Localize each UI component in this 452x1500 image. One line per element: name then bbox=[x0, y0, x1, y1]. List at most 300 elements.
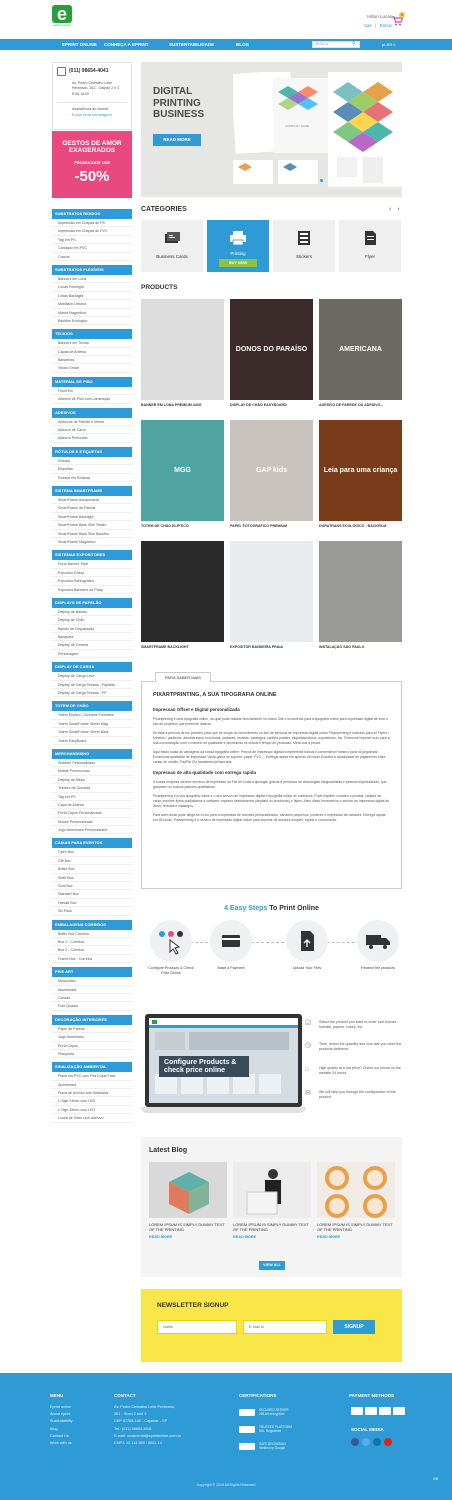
cart-icon[interactable] bbox=[392, 13, 403, 26]
sidebar-item[interactable]: Backflm Ecológico bbox=[52, 317, 132, 325]
sidebar-item[interactable]: SmartFrame Back Slim Backflm bbox=[52, 530, 132, 538]
sidebar-item[interactable]: Capa de Antena bbox=[52, 801, 132, 809]
footer-contact-line: Tel.: (011) 98654-4041 bbox=[114, 1426, 152, 1431]
footer-menu-heading: MENU bbox=[50, 1393, 64, 1398]
divider bbox=[57, 102, 127, 103]
category-sidebar bbox=[52, 209, 132, 1127]
sidebar-item[interactable]: Impressão em Chapas de PVC bbox=[52, 227, 132, 235]
sidebar-section-title[interactable]: EMBALAGENS CORREIOS bbox=[52, 920, 132, 930]
category-printing[interactable] bbox=[207, 220, 269, 272]
linkedin-icon[interactable] bbox=[373, 1438, 381, 1446]
product-image[interactable] bbox=[230, 420, 313, 521]
sidebar-item[interactable]: Banners em Tecido bbox=[52, 339, 132, 347]
sidebar-item[interactable]: Tag em PS bbox=[52, 236, 132, 244]
sidebar-section bbox=[52, 550, 132, 594]
about-paragraph: Se esta a procura de um parceiro justo que se ocupe do fornecimento on-line de servicos de impressao digital ontao Pixartprinting é indicado para si! Flyers / folhetos / panfletos, desdobraveis, brochuras, cartazes, revistas, catalogos, cartões postais, etiquetas/rótulos, expositores, etc. Podemos imprimir tudo para a sua comunicação com o maximo de qualidade e diminuindo os custos e tempo de producao. Meta-nos a prova! bbox=[153, 730, 390, 745]
tab-para-saber-mais[interactable]: PARA SABER MAIS bbox=[155, 672, 211, 682]
sidebar-item[interactable]: Metacrilato bbox=[52, 977, 132, 985]
sidebar-section bbox=[52, 408, 132, 443]
sidebar-item[interactable]: Jogo Americano bbox=[52, 1033, 132, 1041]
feature-item bbox=[305, 1042, 403, 1052]
promo-title-line: GESTOS DE AMOR bbox=[62, 140, 122, 147]
sidebar-item[interactable]: Mouse Personalizado bbox=[52, 818, 132, 826]
feature-text: We will help you through the configuration of the product bbox=[319, 1090, 396, 1100]
slider-dot[interactable] bbox=[296, 179, 299, 182]
sidebar-item[interactable]: Porta Copos bbox=[52, 1042, 132, 1050]
sidebar-item[interactable]: Open Box bbox=[52, 848, 132, 856]
hero-title-line: PRINTING bbox=[153, 97, 201, 109]
sidebar-item[interactable]: Box 2 - Correios bbox=[52, 946, 132, 954]
hero-title-line: BUSINESS bbox=[153, 109, 205, 120]
sidebar-item[interactable]: FloorFilm bbox=[52, 387, 132, 395]
feature-text: Then, select the quantity and how fast you need the products delivered bbox=[319, 1042, 402, 1052]
read-more-link[interactable]: READ MORE bbox=[149, 1235, 173, 1239]
laptop-base bbox=[141, 1107, 306, 1113]
address-line: Av. Pedro Celestino Leite bbox=[72, 81, 113, 85]
sidebar-item[interactable]: Testeira de Gondola bbox=[52, 784, 132, 792]
sidebar-section-title[interactable]: FINE ART bbox=[52, 967, 132, 977]
sidebar-item[interactable]: Manta Magnética bbox=[52, 309, 132, 317]
printer-icon bbox=[229, 230, 247, 246]
sidebar-item[interactable]: Rótulos em Bobinas bbox=[52, 474, 132, 482]
sidebar-item[interactable]: Mobile Promocional bbox=[52, 767, 132, 775]
eprint-logo[interactable] bbox=[52, 5, 72, 28]
cert-name: TRUSTED PLATFORM bbox=[259, 1425, 293, 1429]
checklist-icon: ☑ bbox=[305, 1020, 312, 1027]
login-link[interactable]: Entrar bbox=[379, 22, 392, 28]
cert-secured-server bbox=[239, 1408, 289, 1416]
assist-label: Assistência ao cliente bbox=[72, 107, 109, 112]
product-name[interactable]: ADESIVO DE PAREDE OU ADESIVO... bbox=[319, 403, 384, 407]
footer-menu-link[interactable]: Blog bbox=[50, 1426, 58, 1431]
step-label: Upload Your Files bbox=[292, 966, 322, 970]
logo-mark: e bbox=[52, 5, 72, 23]
account-links bbox=[364, 23, 392, 29]
sidebar-item[interactable]: Placa de Acrílico com Afastador bbox=[52, 1089, 132, 1097]
hero-stationery-image bbox=[233, 72, 402, 187]
buy-now-button[interactable]: BUY NOW bbox=[219, 259, 257, 267]
newsletter-signup-button[interactable]: SIGNUP bbox=[333, 1320, 375, 1334]
logout-link[interactable]: Sair bbox=[364, 22, 373, 28]
product-card[interactable] bbox=[319, 541, 402, 651]
boleto-icon bbox=[393, 1407, 405, 1415]
sidebar-item[interactable]: Wobbler Personalizado bbox=[52, 759, 132, 767]
sidebar-item[interactable]: Cracha bbox=[52, 253, 132, 261]
credit-card-icon bbox=[210, 920, 252, 962]
sidebar-section bbox=[52, 598, 132, 658]
search-icon[interactable]: ⚲ bbox=[352, 41, 356, 47]
sidebar-item[interactable]: Lousa de Vidro com Adesivo bbox=[52, 1114, 132, 1122]
product-image[interactable] bbox=[141, 420, 224, 521]
sidebar-item[interactable]: Porta Banner Tripé bbox=[52, 560, 132, 568]
sidebar-item[interactable]: L-Sign 45mm com LED bbox=[52, 1106, 132, 1114]
product-card[interactable] bbox=[319, 420, 402, 530]
sidebar-item[interactable]: Display de Carga Pesado - Papelão bbox=[52, 681, 132, 689]
laptop-screen bbox=[145, 1014, 302, 1107]
sidebar-item[interactable]: Six Pack bbox=[52, 907, 132, 915]
sidebar-item[interactable]: Banners em Lona bbox=[52, 275, 132, 283]
sidebar-item[interactable]: Pôsuporte bbox=[52, 1050, 132, 1058]
sidebar-section-title[interactable]: RÓTULOS E ETIQUETAS bbox=[52, 447, 132, 457]
footer-contact-line: CEP 07785-140 - Cajamar - SP bbox=[114, 1419, 168, 1424]
sidebar-item[interactable]: Display de Carga Pesado - PP bbox=[52, 689, 132, 697]
sidebar-item[interactable]: Display de Mesa bbox=[52, 776, 132, 784]
sidebar-item[interactable]: Rótulos bbox=[52, 457, 132, 465]
promo-percent: -50% bbox=[74, 168, 110, 186]
product-name[interactable]: DURATRANS ECOLÓGICO - BACKFILM bbox=[319, 524, 387, 528]
products-heading: PRODUCTS bbox=[141, 284, 178, 291]
sidebar-item[interactable]: Oval Box bbox=[52, 882, 132, 890]
sidebar-item[interactable]: Etiquetas bbox=[52, 465, 132, 473]
sidebar-item[interactable]: Personagem bbox=[52, 650, 132, 658]
sidebar-section-title[interactable]: DISPLAY DE CARGA bbox=[52, 662, 132, 672]
nav-conheca[interactable]: CONHEÇA A EPRINT bbox=[104, 42, 149, 47]
sidebar-item[interactable]: Gift Box bbox=[52, 857, 132, 865]
product-image[interactable] bbox=[230, 299, 313, 400]
product-image[interactable] bbox=[319, 299, 402, 400]
slider-dot[interactable] bbox=[328, 179, 331, 182]
payment-methods bbox=[351, 1407, 405, 1415]
sidebar-section bbox=[52, 967, 132, 1011]
sidebar-item[interactable]: Foto Quadro bbox=[52, 1002, 132, 1010]
site-header bbox=[0, 0, 452, 38]
promo-sub: PROMOCODE USE bbox=[73, 160, 110, 166]
product-image-text bbox=[179, 346, 187, 354]
about-paragraph: Pixartprinting é uma tipografia online, na qual pode realizar directamente no nosso Site o orcamento para a tipografia online para impressao digital de todo o tipo de projectos que pretende realizar. bbox=[153, 716, 389, 726]
category-stickers[interactable] bbox=[273, 220, 335, 272]
view-all-button[interactable]: VIEW ALL bbox=[259, 1261, 285, 1270]
product-image-text: GAP kids bbox=[256, 466, 287, 474]
product-card[interactable] bbox=[319, 299, 402, 409]
sidebar-section-title[interactable]: DECORAÇÃO INTERIORES bbox=[52, 1015, 132, 1025]
sidebar-item[interactable]: Totem SmartFrame 45mm Mag bbox=[52, 720, 132, 728]
product-name[interactable]: PAPEL FOTOGRÁFICO PREMIUM bbox=[230, 524, 288, 528]
phone-number: (011) 98654-4041 bbox=[69, 68, 109, 75]
blog-post bbox=[149, 1162, 227, 1240]
product-card[interactable] bbox=[230, 541, 313, 651]
sidebar-item[interactable]: Bottle Box bbox=[52, 865, 132, 873]
blog-post bbox=[233, 1162, 311, 1240]
business-cards-icon bbox=[163, 230, 181, 246]
language-select[interactable]: pt-BR ▾ bbox=[382, 42, 396, 47]
sidebar-item[interactable]: Standart Box bbox=[52, 890, 132, 898]
sidebar-section bbox=[52, 447, 132, 482]
sidebar-item[interactable]: Display de Chão bbox=[52, 616, 132, 624]
product-card[interactable] bbox=[141, 299, 224, 409]
product-name[interactable]: EXPOSITOR BANDEIRA PRAIA bbox=[230, 645, 283, 649]
sidebar-item[interactable]: Balcão de Degustação bbox=[52, 625, 132, 633]
sidebar-item[interactable]: Frame Box - Correios bbox=[52, 955, 132, 963]
cert-sub: SSL Registered bbox=[259, 1429, 282, 1434]
sidebar-item[interactable]: Tag em PS bbox=[52, 793, 132, 801]
logo-subtitle: eprint.com.br bbox=[53, 23, 71, 27]
category-business-cards[interactable] bbox=[141, 220, 203, 272]
sidebar-section-title[interactable]: MERCHANDISING bbox=[52, 749, 132, 759]
sidebar-item[interactable]: Tecido Smart bbox=[52, 364, 132, 372]
sidebar-item[interactable]: Box 1 - Correios bbox=[52, 938, 132, 946]
sidebar-item[interactable]: Adesivo Perfurado bbox=[52, 434, 132, 442]
sidebar-item[interactable]: Expositor Pantográfico bbox=[52, 577, 132, 585]
step-configure bbox=[146, 920, 196, 976]
blog-post bbox=[317, 1162, 395, 1240]
sidebar-section-title[interactable]: SISTEMA SMARTFRAME bbox=[52, 486, 132, 496]
contact-phone bbox=[57, 67, 127, 76]
configure-icon bbox=[150, 920, 192, 962]
sidebar-item[interactable]: Bandeiras bbox=[52, 356, 132, 364]
sidebar-item[interactable]: Totem Elíptico | Diversos Formatos bbox=[52, 711, 132, 719]
product-image[interactable] bbox=[141, 299, 224, 400]
upload-file-icon bbox=[286, 920, 328, 962]
sidebar-section-title[interactable]: SUBSTRATOS RÍGIDOS bbox=[52, 209, 132, 219]
sidebar-item[interactable]: Adesivo de Piso com Laminação bbox=[52, 395, 132, 403]
sidebar-item[interactable]: Lonas Backlight bbox=[52, 292, 132, 300]
secured-server-badge-icon bbox=[239, 1409, 255, 1416]
newsletter-name-input[interactable]: Name bbox=[157, 1320, 237, 1334]
blog-post-title[interactable]: LOREM IPSUM IS SIMPLY DUMMY TEXT OF THE PRINTING bbox=[317, 1222, 393, 1232]
nav-blog[interactable]: BLOG bbox=[236, 42, 249, 47]
blog-heading: Latest Blog bbox=[149, 1147, 188, 1154]
nav-eprint-online[interactable]: EPRINT ONLINE bbox=[62, 42, 97, 47]
phone-icon bbox=[57, 67, 66, 76]
cert-name: SECURED SERVER bbox=[259, 1408, 289, 1412]
about-paragraph: A nossa empresa oferece servicos de impressao ao Fiel de Coda a tipologia, gracas a presenca de tecnologias vanguardistas e pessoal especializado, que garantem os nossos padroes qualitativos. bbox=[153, 780, 387, 790]
product-image-text bbox=[357, 588, 365, 596]
sidebar-item[interactable]: Expositor Rollup bbox=[52, 569, 132, 577]
cert-trusted-platform bbox=[239, 1425, 292, 1433]
sidebar-item[interactable]: Capas de Antena bbox=[52, 348, 132, 356]
blog-post-title[interactable]: LOREM IPSUM IS SIMPLY DUMMY TEXT OF THE PRINTING bbox=[233, 1222, 309, 1232]
product-name[interactable]: DISPLAY DE CHÃO EASYBOARD bbox=[230, 403, 287, 407]
category-label: Stickers bbox=[295, 254, 312, 260]
hero-title-line: DIGITAL bbox=[153, 86, 193, 97]
sidebar-section bbox=[52, 920, 132, 964]
steps-heading-accent: 4 Easy Steps bbox=[224, 905, 268, 912]
footer-contact-line[interactable]: E-mail: orcamento@eprintonline.com.br bbox=[114, 1433, 181, 1438]
social-links bbox=[351, 1438, 392, 1446]
product-card[interactable] bbox=[141, 420, 224, 530]
footer-contact-line: 261 - Shed 2 and 3 bbox=[114, 1412, 147, 1417]
category-label: Business Cards bbox=[156, 254, 188, 260]
product-image-text: DONOS DO PARAÍSO bbox=[235, 345, 308, 353]
sidebar-item[interactable]: Display de Balcão bbox=[52, 608, 132, 616]
about-body bbox=[141, 681, 402, 889]
footer-social-heading: SOCIAL MEDIA bbox=[351, 1427, 384, 1432]
hero-card-text: COMPANY NAME bbox=[285, 124, 310, 128]
hero-read-more-button[interactable]: READ MORE bbox=[153, 134, 201, 146]
visa-icon bbox=[351, 1407, 363, 1415]
sidebar-section bbox=[52, 1015, 132, 1059]
product-image-text: AMERICANA bbox=[339, 345, 382, 353]
sidebar-section bbox=[52, 838, 132, 915]
blog-post-title[interactable]: LOREM IPSUM IS SIMPLY DUMMY TEXT OF THE PRINTING bbox=[149, 1222, 225, 1232]
product-image[interactable] bbox=[141, 541, 224, 642]
flyer-icon bbox=[361, 230, 379, 246]
sidebar-item[interactable]: Impressão em Chapas de PS bbox=[52, 219, 132, 227]
product-image[interactable] bbox=[230, 541, 313, 642]
product-name[interactable]: BANNER EM LONA PREMIUM 440G bbox=[141, 403, 202, 407]
sidebar-item[interactable]: Papel de Parede bbox=[52, 1025, 132, 1033]
cert-sub: 256-bit encryption bbox=[259, 1412, 285, 1417]
slider-dot[interactable] bbox=[304, 179, 307, 182]
footer-version: Kill bbox=[433, 1477, 438, 1481]
blog-post-image[interactable] bbox=[149, 1162, 227, 1218]
sidebar-item[interactable]: Alumiboard bbox=[52, 1081, 132, 1089]
sidebar-item[interactable]: Porta Copos Personalizado bbox=[52, 809, 132, 817]
slider-dot[interactable] bbox=[312, 179, 315, 182]
sidebar-item[interactable]: Totem SmartFrame 45mm Back bbox=[52, 728, 132, 736]
footer-contact-heading: CONTACT bbox=[114, 1393, 136, 1398]
sidebar-item[interactable]: SmartFrame Backlight bbox=[52, 513, 132, 521]
product-card[interactable] bbox=[141, 541, 224, 651]
sidebar-section bbox=[52, 662, 132, 697]
product-name[interactable]: TOTEM DE CHÃO ELÍPTICO bbox=[141, 524, 189, 528]
footer-contact-line: CNPJ: 12.114.359 / 0001-14 bbox=[114, 1441, 162, 1446]
newsletter-heading: NEWSLETTER SIGNUP bbox=[157, 1302, 229, 1309]
footer-menu-link[interactable]: Contact Us bbox=[50, 1433, 69, 1438]
sidebar-item[interactable]: Totem EasyBoard bbox=[52, 737, 132, 745]
sidebar-section-title[interactable]: SISTEMAS EXPOSITORES bbox=[52, 550, 132, 560]
laptop-illustration bbox=[141, 1014, 306, 1119]
about-paragraph: Pixartprinting é a sua tipografia online e o seu servico de impressao digital e tipografia online de confianca. Pode imprimir convites e postais, cartaes de-visita, imprimir flyers publicitarios e cartazes, imprimir desdobraveis (depliant ou brochuras) e flyers. Alem disso fornecemos o servico de impressao digital de livros, revistas e catalogos. bbox=[153, 794, 390, 809]
sidebar-section-title[interactable]: DISPLAYS DE PAPELÃO bbox=[52, 598, 132, 608]
user-name: Hilton Lucas bbox=[367, 14, 392, 19]
address-line: Penteado, 261 - Galpão 2 e 3 bbox=[72, 86, 120, 91]
hero-slider bbox=[141, 62, 402, 197]
sidebar-section-title[interactable]: SUBSTRATOS FLEXÍVEIS bbox=[52, 265, 132, 275]
sidebar-section-title[interactable]: MATERIAL DE PISO bbox=[52, 377, 132, 387]
newsletter-section bbox=[141, 1289, 402, 1362]
step-label: Receive the products bbox=[361, 966, 395, 970]
mastercard-icon bbox=[365, 1407, 377, 1415]
sidebar-item[interactable]: Handle Box bbox=[52, 899, 132, 907]
sidebar-item[interactable]: Canvas bbox=[52, 994, 132, 1002]
sidebar-item[interactable]: Expositor Bandeira de Praia bbox=[52, 586, 132, 594]
feature-item bbox=[305, 1066, 403, 1076]
sidebar-item[interactable]: Display de Carga Leve bbox=[52, 672, 132, 680]
sidebar-item[interactable]: Adesivo de Carro bbox=[52, 426, 132, 434]
cart-count-badge: 0 bbox=[399, 12, 405, 18]
sidebar-section-title[interactable]: CAIXAS PARA EVENTOS bbox=[52, 838, 132, 848]
sidebar-item[interactable]: SmartFrame de Parede bbox=[52, 504, 132, 512]
steps-dashed-line bbox=[170, 942, 375, 943]
product-image[interactable] bbox=[319, 420, 402, 521]
sidebar-section-title[interactable]: SINALIZAÇÃO AMBIENTAL bbox=[52, 1062, 132, 1072]
slider-dots bbox=[296, 179, 331, 182]
nav-sustentabilidade[interactable]: SUSTENTABILIDADE bbox=[169, 42, 215, 47]
sidebar-item[interactable]: Banqueta bbox=[52, 633, 132, 641]
sidebar-section-title[interactable]: TOTEM DE CHÃO bbox=[52, 701, 132, 711]
cert-sub: Verified by Google bbox=[259, 1446, 286, 1451]
sidebar-item[interactable]: Adesivos de Parede e Vitrine bbox=[52, 418, 132, 426]
latest-blog-section bbox=[141, 1137, 402, 1277]
footer-menu-link[interactable]: Eprint online bbox=[50, 1405, 72, 1409]
clock-icon: ◷ bbox=[305, 1042, 312, 1049]
sidebar-item[interactable]: SmartFrame Back Slim Tecido bbox=[52, 521, 132, 529]
step-upload bbox=[282, 920, 332, 971]
category-flyer[interactable] bbox=[339, 220, 401, 272]
step-payment bbox=[206, 920, 256, 971]
cert-safe-browsing bbox=[239, 1442, 286, 1450]
sidebar-section bbox=[52, 209, 132, 261]
stickers-icon bbox=[295, 230, 313, 246]
footer-contact-line: Av. Pedro Celestino Leite Penteado, bbox=[114, 1405, 175, 1409]
category-label: Printing bbox=[230, 251, 246, 257]
footer-menu-link[interactable]: About eprint bbox=[50, 1412, 71, 1417]
main-nav bbox=[0, 39, 452, 50]
about-title: PIXARTPRINTING, A SUA TIPOGRAFIA ONLINE bbox=[153, 692, 277, 698]
address-line: 8:00-16:00 bbox=[72, 91, 90, 96]
twitter-icon[interactable] bbox=[362, 1438, 370, 1446]
sidebar-section bbox=[52, 377, 132, 404]
user-box bbox=[364, 14, 392, 29]
sidebar-section bbox=[52, 265, 132, 325]
steps-heading-rest: To Print Online bbox=[267, 905, 319, 912]
slider-dot-active[interactable] bbox=[320, 179, 323, 182]
sidebar-section bbox=[52, 329, 132, 373]
footer-menu-link[interactable]: Sustentability bbox=[50, 1419, 73, 1424]
hero-title bbox=[153, 86, 223, 121]
search-input[interactable]: BUSCA bbox=[312, 41, 360, 48]
product-image[interactable] bbox=[319, 541, 402, 642]
sidebar-item[interactable]: Shelf Box bbox=[52, 874, 132, 882]
sidebar-section-title[interactable]: TECIDOS bbox=[52, 329, 132, 339]
sidebar-item[interactable]: Lonas Frontlight bbox=[52, 283, 132, 291]
categories-arrows[interactable]: ‹ › bbox=[389, 206, 402, 213]
read-more-link[interactable]: READ MORE bbox=[317, 1235, 341, 1239]
blog-post-image[interactable] bbox=[317, 1162, 395, 1218]
product-image-text: MGG bbox=[174, 466, 191, 474]
youtube-icon[interactable] bbox=[384, 1438, 392, 1446]
product-name[interactable]: SMARTFRAME BACKLIGHT bbox=[141, 645, 189, 649]
sidebar-item[interactable]: Alumiboard bbox=[52, 986, 132, 994]
feature-text: Select the product you want to order and choose formats, papers, colors, etc. bbox=[319, 1020, 397, 1030]
read-more-link[interactable]: READ MORE bbox=[233, 1235, 257, 1239]
sidebar-item[interactable]: Jogo Americano Personalizado bbox=[52, 826, 132, 834]
help-chat-icon: ✉ bbox=[305, 1090, 311, 1097]
step-label: Configure Products & Check Price Online bbox=[148, 966, 194, 976]
sidebar-item[interactable]: Display de Cinema bbox=[52, 641, 132, 649]
footer-menu-link[interactable]: Work with us bbox=[50, 1441, 72, 1446]
cert-name: SAFE BROWSING bbox=[259, 1442, 286, 1446]
facebook-icon[interactable] bbox=[351, 1438, 359, 1446]
sidebar-item[interactable]: L-Sign 24mm com LED bbox=[52, 1097, 132, 1105]
sidebar-item[interactable]: Bottle Box Correios bbox=[52, 930, 132, 938]
promo-title-line: EXAGERADOS bbox=[68, 147, 116, 155]
steps-heading bbox=[141, 904, 402, 913]
sidebar-item[interactable]: Mobiliário Urbano bbox=[52, 300, 132, 308]
amex-icon bbox=[379, 1407, 391, 1415]
newsletter-email-input[interactable]: E-mail id bbox=[243, 1320, 327, 1334]
sidebar-item[interactable]: SmartFrame Autoportante bbox=[52, 496, 132, 504]
footer-certifications-heading: CERTIFICATIONS bbox=[239, 1393, 277, 1398]
sidebar-section-title[interactable]: ADESIVOS bbox=[52, 408, 132, 418]
footer-payment-heading: PAYMENT METHODS bbox=[349, 1393, 395, 1398]
product-name[interactable]: INSTALAÇÃO SÃO PAULO bbox=[319, 645, 365, 649]
product-card[interactable] bbox=[230, 299, 313, 409]
product-card[interactable] bbox=[230, 420, 313, 530]
feature-text: High quality at a low price? Check our prices on the website 24 hours bbox=[319, 1066, 401, 1076]
blog-post-image[interactable] bbox=[233, 1162, 311, 1218]
footer-contact bbox=[114, 1404, 181, 1447]
product-image-text bbox=[268, 588, 276, 596]
sidebar-item[interactable]: Cardápio em PVC bbox=[52, 244, 132, 252]
promo-title bbox=[52, 140, 132, 154]
promo-banner[interactable] bbox=[52, 131, 132, 198]
sidebar-item[interactable]: Placa em PVC com Fita Dupla Face bbox=[52, 1072, 132, 1080]
send-message-link[interactable]: Envie uma mensagem bbox=[72, 112, 112, 118]
sidebar-item[interactable]: SmartFrame Magnético bbox=[52, 538, 132, 546]
about-section bbox=[141, 672, 402, 889]
